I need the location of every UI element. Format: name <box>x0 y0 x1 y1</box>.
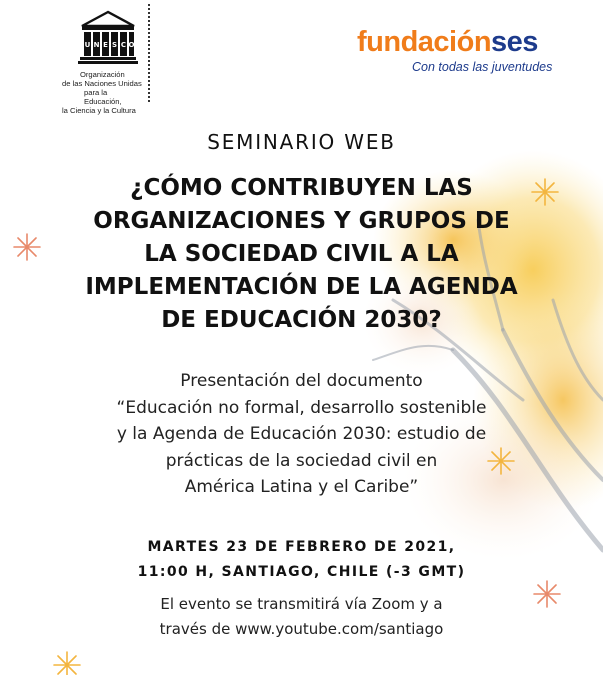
event-date-line: MARTES 23 DE FEBRERO DE 2021, <box>147 539 456 555</box>
unesco-org-line: para la Educación, <box>84 88 122 106</box>
fundacion-ses-slogan: Con todas las juventudes <box>412 60 553 74</box>
fundacion-ses-name-part2: ses <box>491 26 538 58</box>
unesco-letter-c: C <box>120 41 127 49</box>
event-title-line: ORGANIZACIONES Y GRUPOS DE <box>93 208 510 234</box>
unesco-letter-s: S <box>111 41 118 49</box>
event-description-line: “Educación no formal, desarrollo sostenible <box>116 397 487 418</box>
event-title-line: ¿CÓMO CONTRIBUYEN LAS <box>130 175 473 201</box>
sparkle-icon <box>532 579 562 609</box>
event-description <box>40 368 563 501</box>
sparkle-icon <box>52 650 82 675</box>
event-description-line: Presentación del documento <box>180 371 423 391</box>
logo-divider <box>148 4 150 102</box>
unesco-organization-name <box>62 70 142 115</box>
event-stream-line: través de www.youtube.com/santiago <box>159 620 444 638</box>
unesco-letter-o: O <box>128 41 135 49</box>
event-title-line: LA SOCIEDAD CIVIL A LA <box>144 241 459 267</box>
event-description-line: prácticas de la sociedad civil en <box>165 450 438 471</box>
event-title-line: DE EDUCACIÓN 2030? <box>161 307 442 333</box>
sparkle-icon <box>486 446 516 476</box>
unesco-letter-e: E <box>103 41 108 49</box>
unesco-logo <box>78 10 138 70</box>
event-description-line: América Latina y el Caribe” <box>184 477 419 497</box>
event-title-line: IMPLEMENTACIÓN DE LA AGENDA <box>85 274 518 300</box>
fundacion-ses-name-part1: fundación <box>357 26 492 58</box>
unesco-org-line: la Ciencia y la Cultura <box>62 106 136 115</box>
event-stream-info <box>40 592 563 642</box>
event-date-line: 11:00 H, SANTIAGO, CHILE (-3 GMT) <box>137 564 466 580</box>
fundacion-ses-logo <box>357 26 538 59</box>
event-stream-line: El evento se transmitirá vía Zoom y a <box>160 595 443 613</box>
unesco-org-line: Organización <box>80 70 125 79</box>
event-date <box>40 535 563 585</box>
unesco-org-line: de las Naciones Unidas <box>62 79 142 88</box>
unesco-letter-u: U <box>84 41 91 49</box>
sparkle-icon <box>12 232 42 262</box>
sparkle-icon <box>530 177 560 207</box>
event-type: SEMINARIO WEB <box>207 130 396 154</box>
unesco-letter-n: N <box>93 41 100 49</box>
event-description-line: y la Agenda de Educación 2030: estudio de <box>116 424 487 444</box>
event-title <box>40 172 563 337</box>
